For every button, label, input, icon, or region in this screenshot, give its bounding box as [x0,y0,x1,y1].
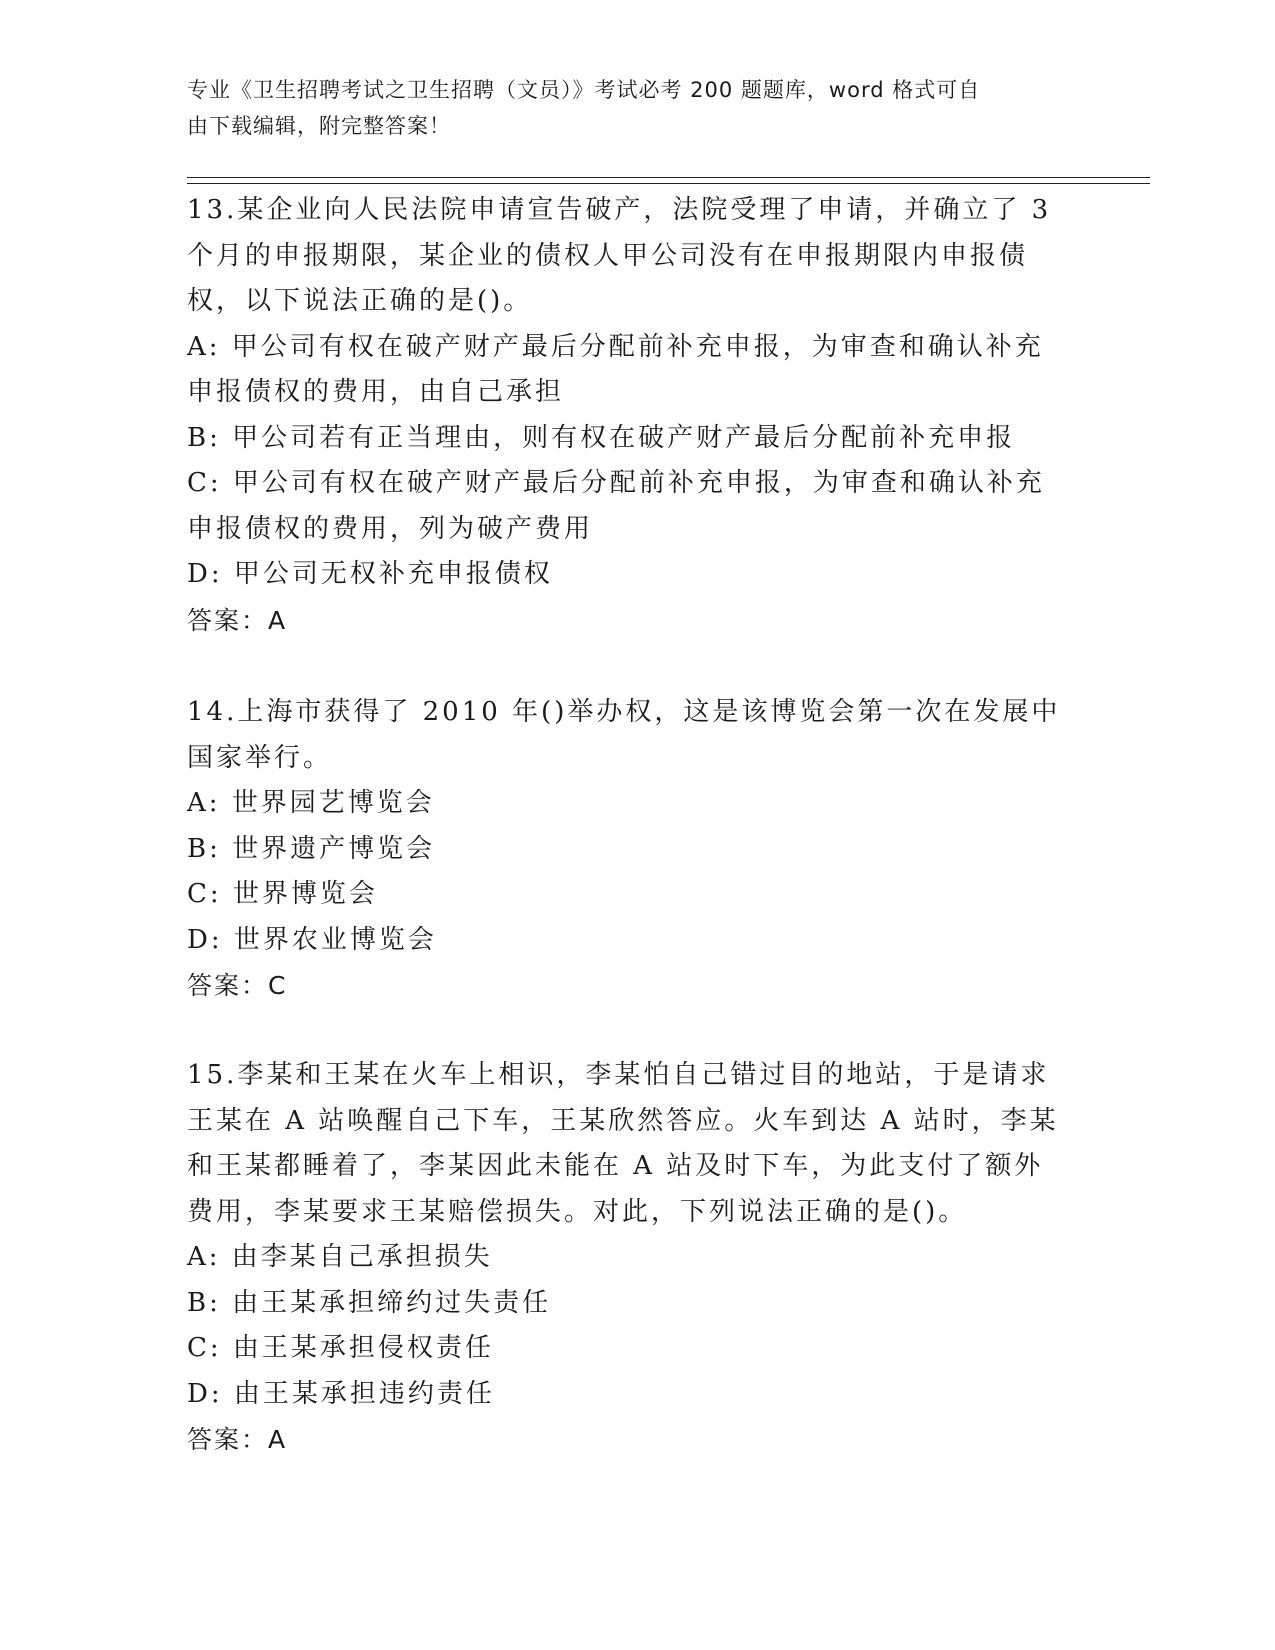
option-a: A: 甲公司有权在破产财产最后分配前补充申报，为审查和确认补充申报债权的费用，由自己承担 [187,331,1044,407]
header-divider-bottom [187,183,1150,184]
answer: 答案：C [187,971,288,1000]
question-text: 13.某企业向人民法院申请宣告破产，法院受理了申请，并确立了 3 个月的申报期限，某企业的债权人甲公司没有在申报期限内申报债权，以下说法正确的是()。 [187,195,1052,316]
header-line-2: 由下载编辑，附完整答案！ [187,114,451,138]
answer: 答案：A [187,1425,288,1454]
answer: 答案：A [187,605,288,635]
header-line-1: 专业《卫生招聘考试之卫生招聘（文员）》考试必考 200 题题库，word 格式可自 [187,78,981,102]
option-c: C: 由王某承担侵权责任 [187,1333,494,1363]
option-c: C: 甲公司有权在破产财产最后分配前补充申报，为审查和确认补充申报债权的费用，列为破产费用 [187,468,1045,544]
option-a: A: 由李某自己承担损失 [187,1242,493,1272]
option-d: D: 甲公司无权补充申报债权 [187,559,553,589]
option-d: D: 世界农业博览会 [187,924,437,955]
option-a: A: 世界园艺博览会 [187,788,435,818]
option-d: D: 由王某承担违约责任 [187,1378,495,1409]
question-15 [187,1053,1067,1463]
question-text: 15.李某和王某在火车上相识，李某怕自己错过目的地站，于是请求王某在 A 站唤醒自己下车，王某欣然答应。火车到达 A 站时，李某和王某都睡着了，李某因此未能在 A 站及时下车，为此支付了额外费用，李某要求王某赔偿损失。对此，下列说法正确的是()。 [187,1060,1059,1227]
question-text: 14.上海市获得了 2010 年()举办权，这是该博览会第一次在发展中国家举行。 [187,697,1061,773]
option-b: B: 由王某承担缔约过失责任 [187,1287,552,1318]
document-header [187,72,1067,144]
option-b: B: 甲公司若有正当理由，则有权在破产财产最后分配前补充申报 [187,422,1016,453]
option-b: B: 世界遗产博览会 [187,833,436,864]
question-13 [187,188,1067,643]
question-14 [187,690,1067,1009]
header-divider-top [187,177,1150,178]
option-c: C: 世界博览会 [187,879,378,909]
